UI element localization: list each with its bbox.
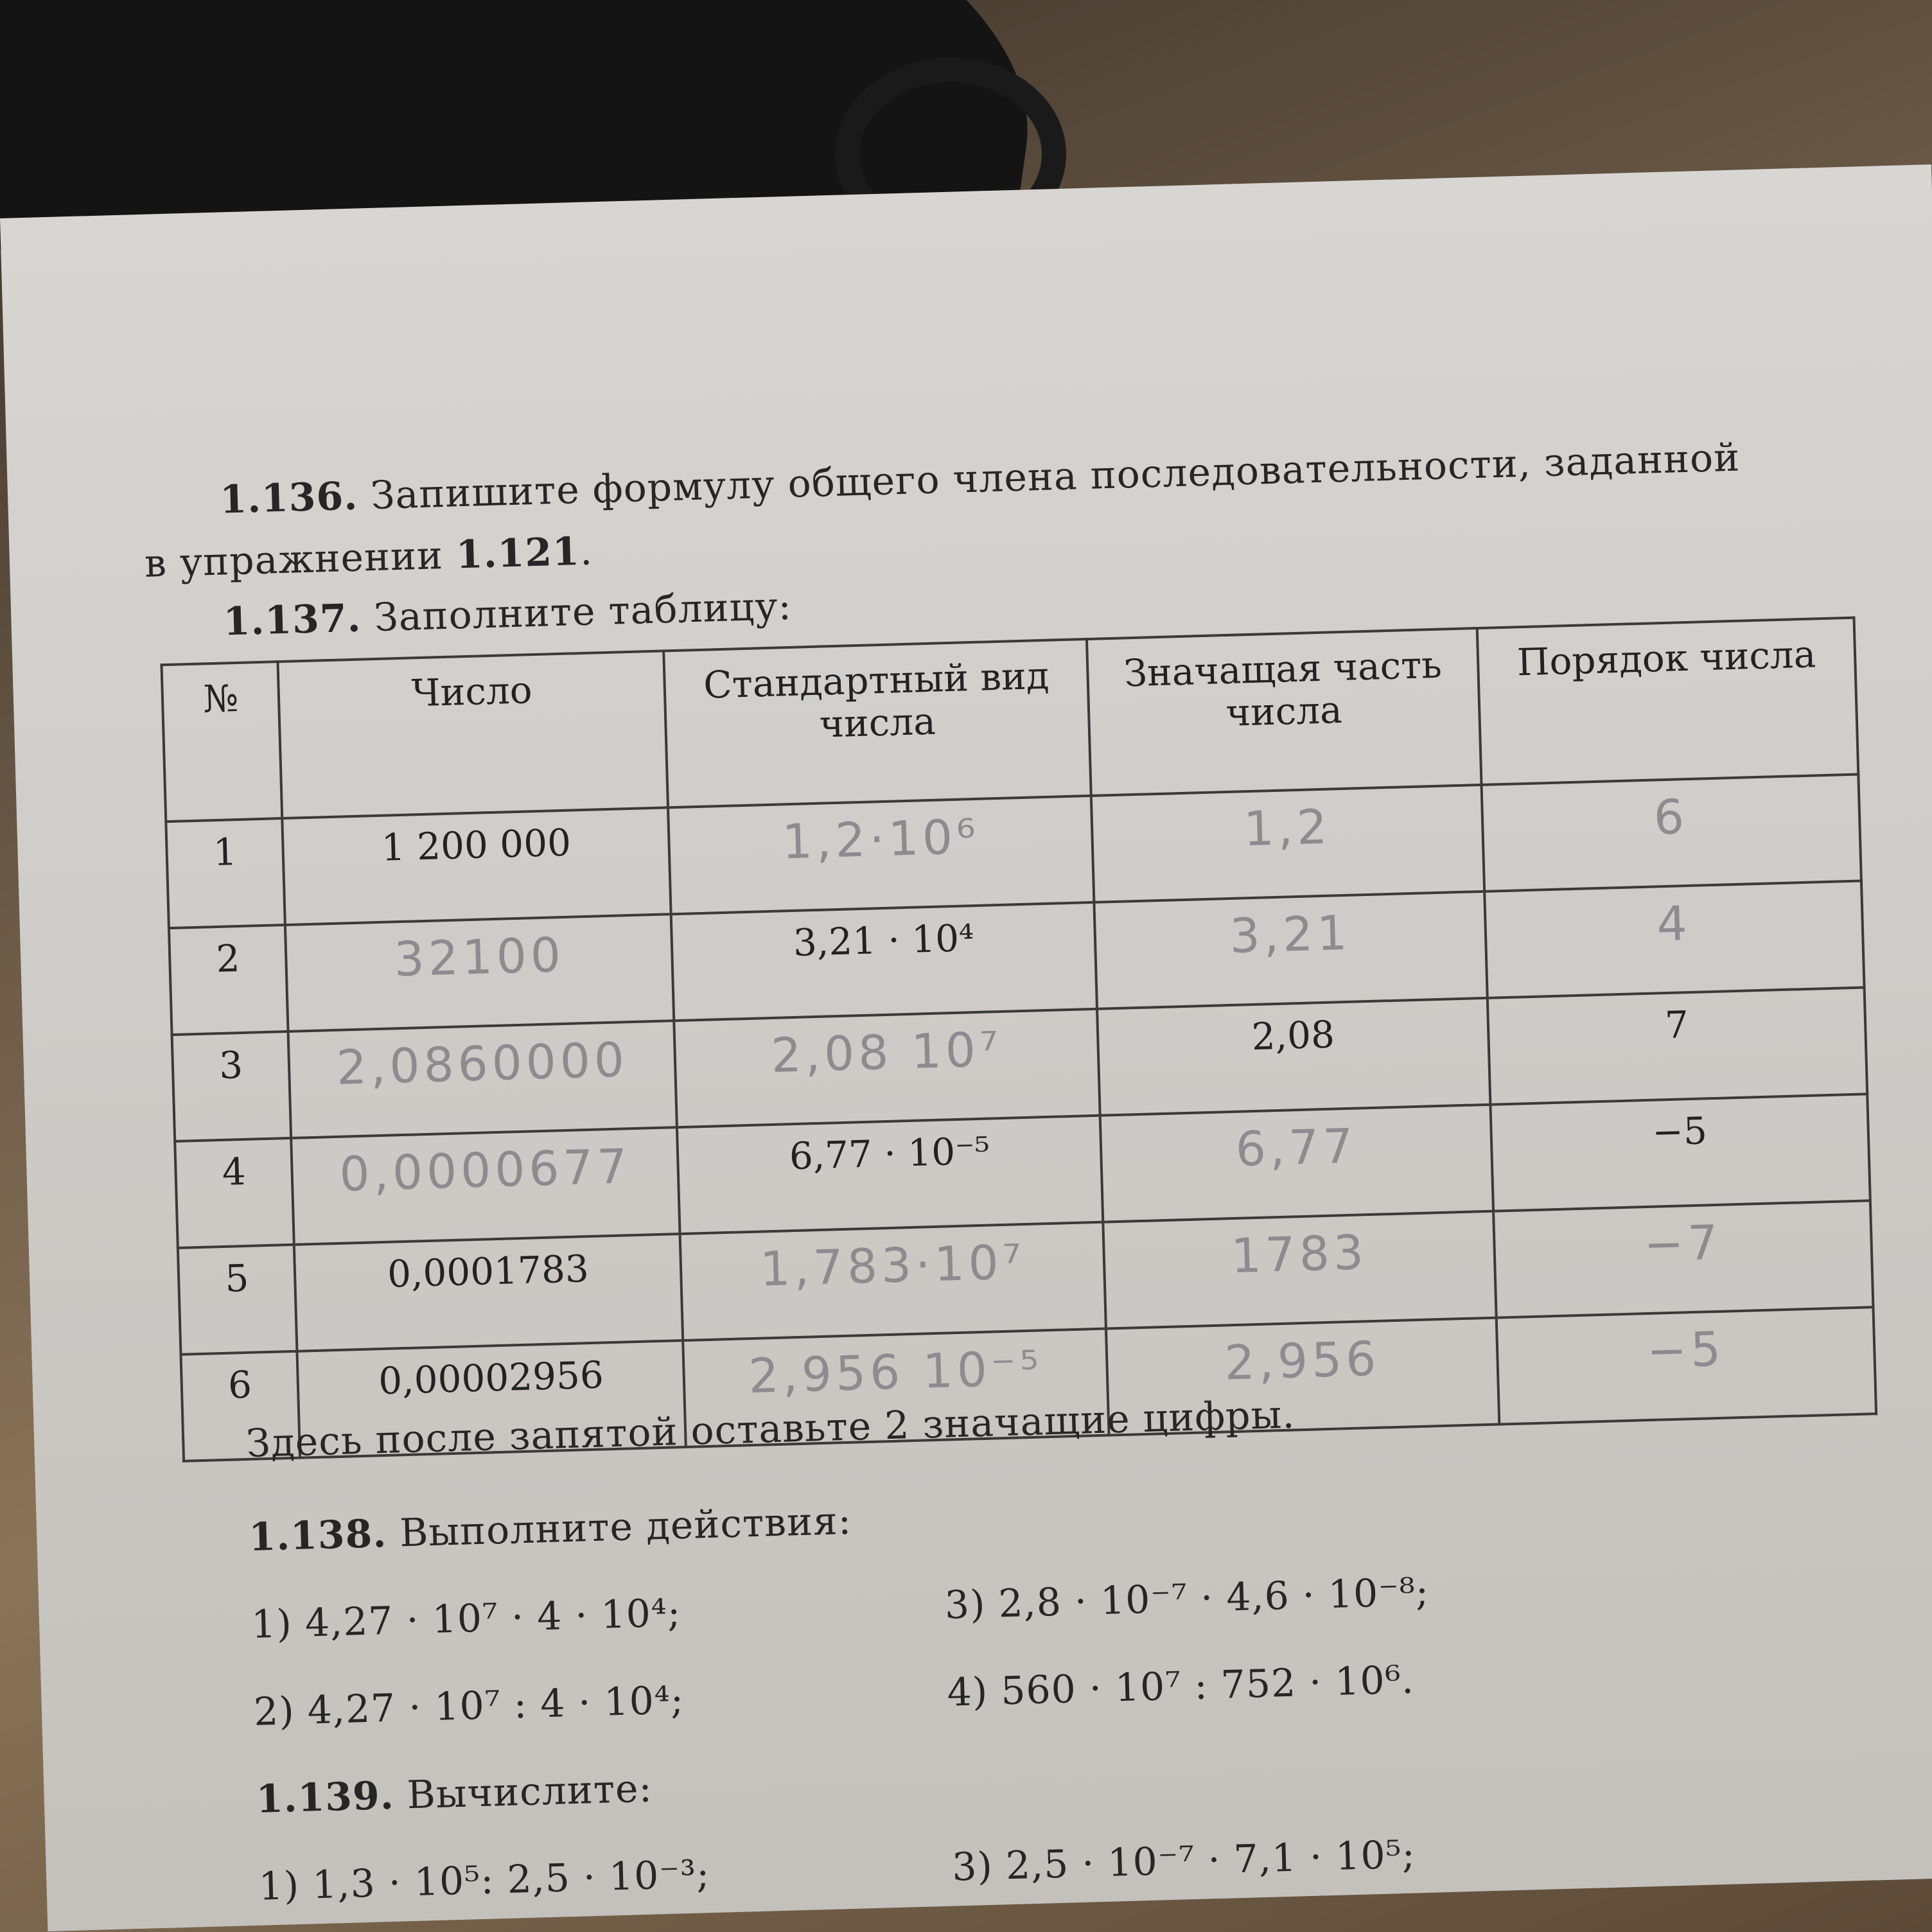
row-index: 6 xyxy=(180,1351,300,1461)
cell-order: −7 xyxy=(1493,1200,1874,1317)
cell-significand: 2,08 xyxy=(1097,998,1490,1116)
header-order: Порядок числа xyxy=(1477,618,1858,785)
cell-standard-form: 3,21 · 10⁴ xyxy=(671,902,1097,1021)
cell-standard-form: 1,783·10⁷ xyxy=(680,1222,1106,1340)
cell-order: 7 xyxy=(1488,987,1868,1104)
cell-number: 32100 xyxy=(285,914,674,1032)
cell-standard-form: 2,08 10⁷ xyxy=(674,1009,1100,1127)
exercise-1-139 xyxy=(236,1723,1908,1831)
cell-significand: 1,2 xyxy=(1091,785,1484,902)
lower-exercises xyxy=(226,1367,1910,1918)
table-body xyxy=(166,775,1876,1461)
header-number: Число xyxy=(278,651,669,818)
row-index: 1 xyxy=(166,818,285,928)
cell-number: 0,00002956 xyxy=(297,1340,686,1458)
cell-order: −5 xyxy=(1496,1307,1876,1424)
cell-number: 0,0000677 xyxy=(292,1127,680,1245)
cell-number: 1 200 000 xyxy=(283,807,671,925)
page-content xyxy=(142,424,1850,1910)
cell-standard-form: 6,77 · 10⁻⁵ xyxy=(677,1116,1103,1234)
cell-order: 6 xyxy=(1481,775,1861,891)
exercise-text: Вычислите: xyxy=(406,1766,653,1818)
header-number-sign: № xyxy=(162,662,283,821)
exercise-1-138-row1 xyxy=(231,1548,1902,1656)
cell-standard-form: 1,2·10⁶ xyxy=(668,796,1094,914)
cell-significand: 3,21 xyxy=(1094,891,1488,1009)
cell-significand: 6,77 xyxy=(1100,1105,1493,1222)
cell-significand: 2,956 xyxy=(1106,1318,1499,1436)
cell-significand: 1783 xyxy=(1103,1211,1496,1329)
exercise-number: 1.137. xyxy=(222,595,362,645)
exercise-ref: 1.121 xyxy=(455,529,581,578)
task-item: 4) 560 · 10⁷ : 752 · 10⁶. xyxy=(946,1657,1415,1716)
exercise-number: 1.139. xyxy=(255,1773,395,1822)
cell-standard-form: 2,956 10⁻⁵ xyxy=(683,1329,1109,1447)
row-index: 4 xyxy=(175,1138,294,1248)
textbook-page xyxy=(0,164,1932,1931)
row-index: 5 xyxy=(178,1245,297,1355)
task-item: 1) 4,27 · 10⁷ · 4 · 10⁴; xyxy=(250,1590,682,1647)
exercise-text: Выполните действия: xyxy=(399,1498,852,1556)
header-significand: Значащая часть числа xyxy=(1087,628,1481,796)
exercise-number: 1.138. xyxy=(248,1511,388,1560)
cell-number: 0,0001783 xyxy=(294,1234,683,1351)
cell-order: −5 xyxy=(1490,1094,1870,1211)
exercise-1-138-row2 xyxy=(234,1635,1905,1744)
exercise-1-136 xyxy=(144,423,1892,593)
exercise-text: Запишите формулу общего члена последовательности, заданной xyxy=(370,435,1741,519)
exercise-1-138 xyxy=(229,1461,1900,1569)
task-item: 2) 4,27 · 10⁷ : 4 · 10⁴; xyxy=(253,1678,685,1735)
cell-order: 4 xyxy=(1484,881,1865,997)
note-text: Здесь после запятой оставьте 2 значащие цифры. xyxy=(245,1392,1296,1467)
exercise-number: 1.136. xyxy=(219,473,359,523)
task-item: 1) 1,3 · 10⁵: 2,5 · 10⁻³; xyxy=(258,1852,711,1910)
header-standard-form: Стандартный вид числа xyxy=(664,639,1091,807)
cell-number: 2,0860000 xyxy=(288,1021,677,1138)
exercise-text-cont: в упражнении xyxy=(144,532,457,586)
standard-form-table xyxy=(160,617,1877,1462)
task-item: 3) 2,8 · 10⁻⁷ · 4,6 · 10⁻⁸; xyxy=(944,1569,1430,1628)
row-index: 3 xyxy=(172,1032,292,1141)
task-item: 3) 2,5 · 10⁻⁷ · 7,1 · 10⁵; xyxy=(951,1832,1416,1890)
period: . xyxy=(579,529,593,574)
exercise-text: Заполните таблицу: xyxy=(373,583,793,640)
row-index: 2 xyxy=(169,925,288,1035)
